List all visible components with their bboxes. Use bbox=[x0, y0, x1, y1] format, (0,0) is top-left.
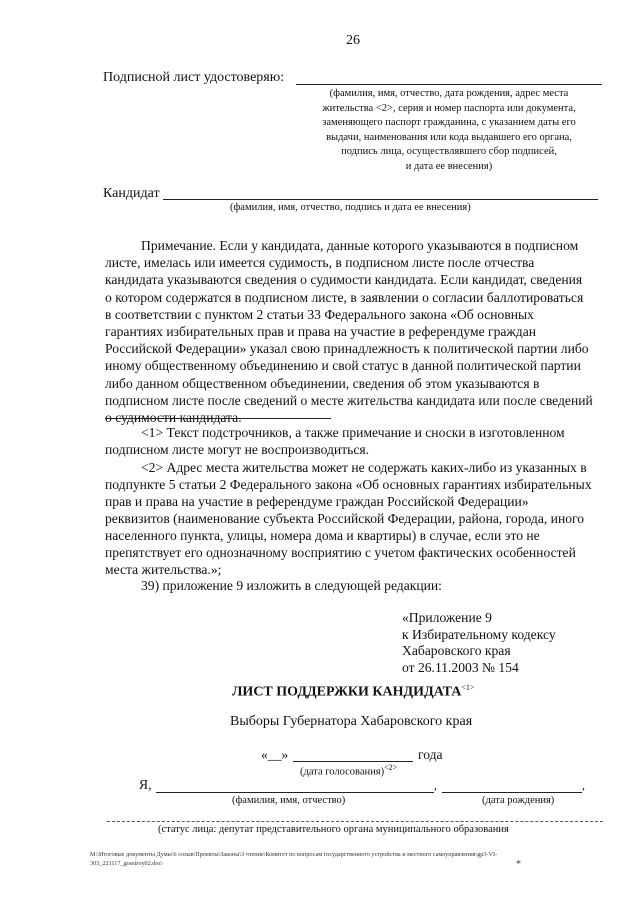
file-path: М:\Итоговые документы Думы\6 созыв\Проекты\Законы\3 чтение\Комитет по вопросам государственного устройства и местного самоуправления\gp3-VI- 303_221117_gosstroy02.doc\ bbox=[90, 851, 498, 867]
name-dob-separator: , bbox=[434, 778, 437, 792]
name-caption: (фамилия, имя, отчество) bbox=[232, 795, 346, 806]
candidate-line bbox=[163, 199, 598, 200]
status-line bbox=[107, 821, 603, 822]
date-suffix: года bbox=[418, 747, 443, 762]
candidate-caption: (фамилия, имя, отчество, подпись и дата ее внесения) bbox=[230, 202, 471, 213]
stray-mark: * bbox=[516, 859, 521, 870]
form-title-footnote-ref: <1> bbox=[461, 683, 475, 692]
candidate-label: Кандидат bbox=[103, 186, 160, 201]
form-title: ЛИСТ ПОДДЕРЖКИ $КАНДИДАТА^{<1>}$ bbox=[232, 683, 475, 700]
status-caption: (статус лица: депутат представительного органа муниципального образования bbox=[158, 824, 509, 835]
ya-label: Я, bbox=[139, 777, 152, 792]
appendix-header: «Приложение 9 к Избирательному кодексу Хабаровского края от 26.11.2003 № 154 bbox=[402, 610, 556, 675]
signature-cert-line bbox=[296, 84, 602, 85]
footnote-separator bbox=[105, 418, 331, 419]
dob-end-comma: , bbox=[582, 778, 585, 792]
signature-cert-label: Подписной лист удостоверяю: bbox=[103, 70, 285, 85]
date-caption: (дата голосования)$^{<2>}$ bbox=[300, 763, 398, 778]
date-prefix: «__» bbox=[261, 747, 289, 762]
note-paragraph: Примечание. Если у кандидата, данные которого указываются в подписном листе, имелась или имеется судимость, в подписном листе после отчества кандидата указываются сведения о судимости кандидата. Если кандидат, сведения о котором содержатся в подписном листе, в заявлении о согласии баллотироваться в соответствии с пунктом 2 статьи 33 Федерального закона «Об основных гарантиях избирательных прав и права на участие в референдуме граждан Российской Федерации» указал свою принадлежность к политической партии либо иному общественному объединению и свой статус в данной политической партии либо данном общественном объединении, сведения об этом указываются в подписном листе после сведений о месте жительства кандидата или после сведений о судимости кандидата. bbox=[105, 238, 593, 426]
footnote-2: <2> Адрес места жительства может не содержать каких-либо из указанных в подпункте 5 статьи 2 Федерального закона «Об основных гарантиях избирательных прав и права на участие в референдуме граждан Российской Федерации» реквизитов (наименование субъекта Российской Федерации, района, города, иного населенного пункта, улицы, номера дома и квартиры) в случае, если это не препятствует его однозначному восприятию с учетом фактических особенностей места жительства.»; bbox=[105, 460, 592, 577]
dob-line bbox=[442, 792, 582, 793]
page-number: 26 bbox=[346, 33, 360, 48]
dob-caption: (дата рождения) bbox=[482, 795, 555, 806]
form-subtitle: Выборы Губернатора Хабаровского края bbox=[230, 714, 473, 729]
footnote-1: <1> Текст подстрочников, а также примечание и сноски в изготовленном подписном листе могут не воспроизводиться. bbox=[105, 425, 565, 457]
name-line bbox=[156, 792, 434, 793]
item-39: 39) приложение 9 изложить в следующей редакции: bbox=[141, 578, 442, 593]
date-caption-footnote-ref: <2> bbox=[384, 763, 398, 772]
date-line bbox=[293, 761, 413, 762]
signature-cert-caption: (фамилия, имя, отчество, дата рождения, адрес места жительства <2>, серия и номер паспорта или документа, заменяющего паспорт гражданина, с указанием даты его выдачи, наименования или кода выдавшего его органа, подпись лица, осуществлявшего сбор подписей, и дата ее внесения) bbox=[322, 88, 576, 172]
